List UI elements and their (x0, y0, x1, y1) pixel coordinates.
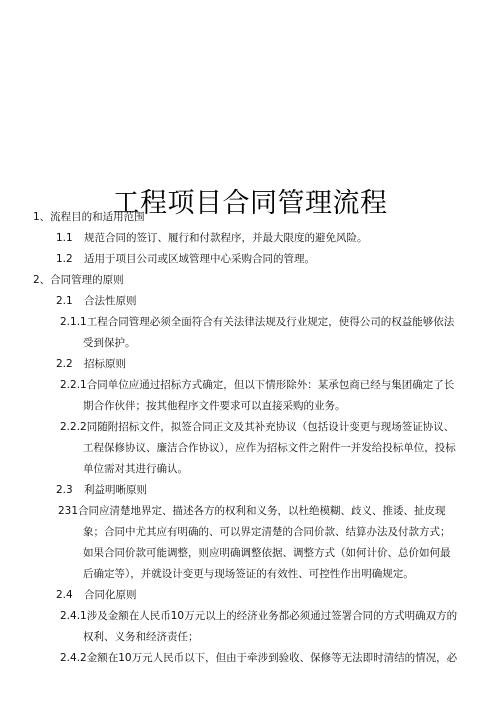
clause-2-1 (56, 294, 137, 308)
clause-text: 合法性原则 (84, 295, 137, 307)
clause-2-4 (56, 588, 137, 602)
section-heading-2: 2、合同管理的原则 (33, 274, 124, 286)
clause-2-3-1-line-1: 231合同应清楚地界定、描述各方的权利和义务，以杜绝模糊、歧义、推诿、扯皮现 (58, 505, 446, 517)
clause-number: 2.4 (56, 589, 73, 601)
clause-number: 2.2 (56, 358, 73, 370)
clause-number: 2.3 (56, 484, 73, 496)
clause-2-1-1-line-1: 2.1.1工程合同管理必须全面符合有关法律法规及行业规定，使得公司的权益能够依法 (60, 316, 455, 328)
clause-2-2-2-line-1: 2.2.2同随附招标文件，拟签合同正文及其补充协议（包括设计变更与现场签证协议、 (60, 421, 455, 433)
clause-text: 利益明晰原则 (84, 484, 147, 496)
clause-2-3-1-line-4: 后确定等），并就设计变更与现场签证的有效性、可控性作出明确规定。 (83, 568, 414, 580)
clause-number: 1.1 (56, 232, 73, 244)
clause-2-2-1-line-1: 2.2.1合同单位应通过招标方式确定，但以下情形除外：某承包商已经与集团确定了长 (60, 379, 455, 391)
clause-2-4-1-line-2: 权利、义务和经济责任； (83, 631, 199, 643)
clause-number: 2.1 (56, 295, 73, 307)
clause-2-2-2-line-2: 工程保修协议、廉洁合作协议），应作为招标文件之附件一并发给投标单位，投标 (83, 442, 456, 454)
clause-text: 合同化原则 (84, 589, 137, 601)
clause-1-1 (56, 231, 368, 245)
clause-text: 规范合同的签订、履行和付款程序，并最大限度的避免风险。 (84, 232, 368, 244)
clause-2-2-1-line-2: 期合作伙伴；按其他程序文件要求可以直接采购的业务。 (83, 400, 346, 412)
clause-2-3 (56, 483, 147, 497)
clause-2-3-1-line-3: 如果合同价款可能调整，则应明确调整依据、调整方式（如何计价、总价如何最 (83, 547, 451, 559)
clause-text: 适用于项目公司或区域管理中心采购合同的管理。 (84, 253, 315, 265)
clause-1-2 (56, 252, 315, 266)
section-heading-1: 1、流程目的和适用范围 (33, 211, 145, 223)
clause-2-4-2-line-1: 2.4.2金额在10万元人民币以下，但由于牵涉到验收、保修等无法即时清结的情况，必 (60, 652, 458, 664)
clause-2-4-1-line-1: 2.4.1涉及金额在人民币10万元以上的经济业务都必须通过签署合同的方式明确双方的 (60, 610, 458, 622)
clause-2-1-1-line-2: 受到保护。 (83, 337, 136, 349)
clause-2-2 (56, 357, 126, 371)
document-title: 工程项目合同管理流程 (112, 188, 388, 219)
clause-2-2-2-line-3: 单位需对其进行确认。 (83, 463, 188, 475)
clause-2-3-1-line-2: 象；合同中尤其应有明确的、可以界定清楚的合同价款、结算办法及付款方式； (83, 526, 451, 538)
clause-number: 1.2 (56, 253, 73, 265)
clause-text: 招标原则 (84, 358, 126, 370)
